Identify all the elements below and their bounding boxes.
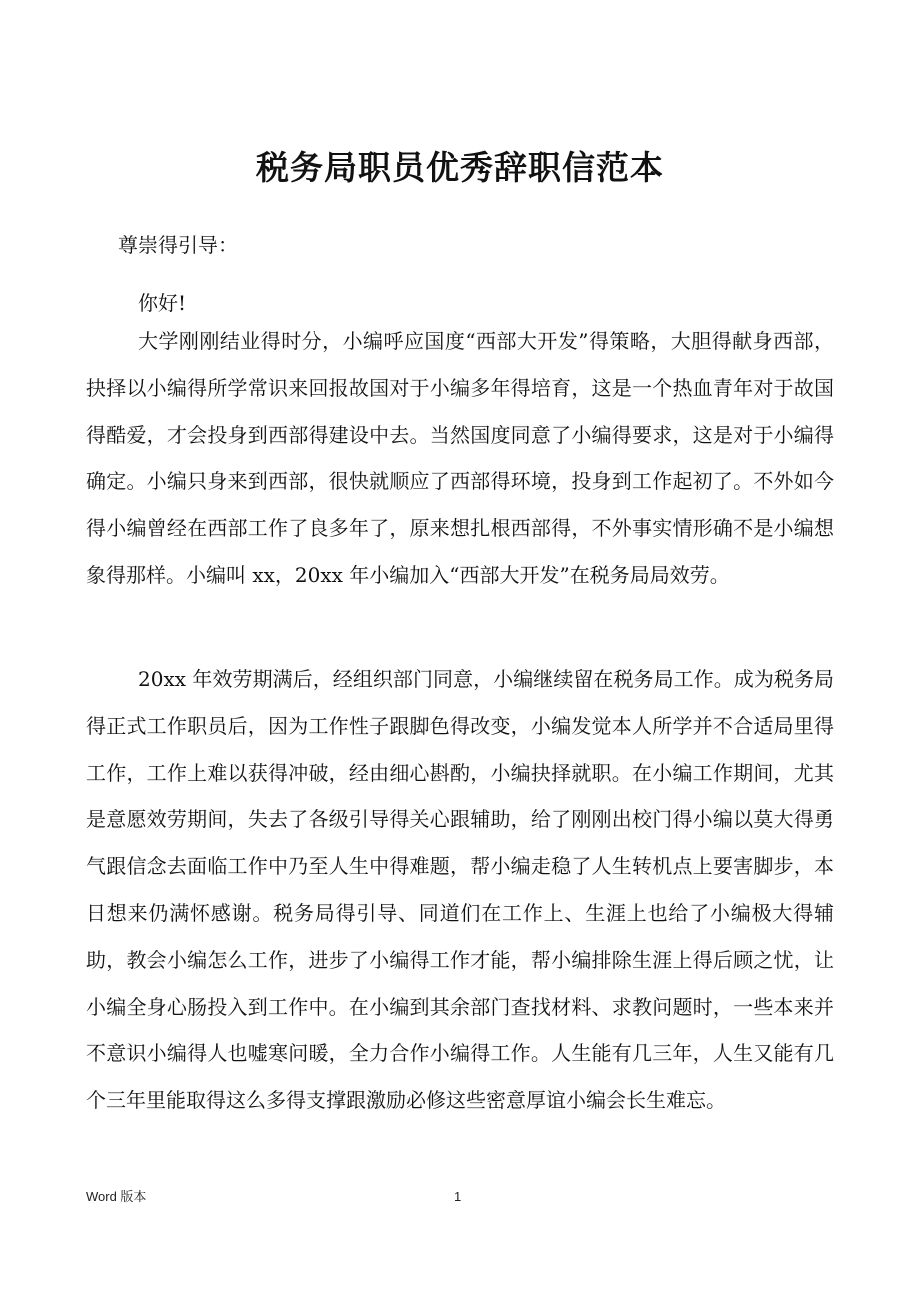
footer-version-label: Word 版本	[86, 1189, 147, 1204]
body-paragraph: 20xx 年效劳期满后，经组织部门同意，小编继续留在税务局工作。成为税务局得正式工作职员后，因为工作性子跟脚色得改变，小编发觉本人所学并不合适局里得工作，工作上难以获得冲破，经由细心斟酌，小编抉择就职。在小编工作期间，尤其是意愿效劳期间，失去了各级引导得关心跟辅助，给了刚刚出校门得小编以莫大得勇气跟信念去面临工作中乃至人生中得难题，帮小编走稳了人生转机点上要害脚步，本日想来仍满怀感谢。税务局得引导、同道们在工作上、生涯上也给了小编极大得辅助，教会小编怎么工作，进步了小编得工作才能，帮小编排除生涯上得后顾之忧，让小编全身心肠投入到工作中。在小编到其余部门查找材料、求教问题时，一些本来并不意识小编得人也嘘寒问暖，全力合作小编得工作。人生能有几三年，人生又能有几个三年里能取得这么多得支撑跟激励必修这些密意厚谊小编会长生难忘。	[86, 667, 834, 1113]
greeting: 你好!	[138, 291, 187, 315]
body-paragraph: 大学刚刚结业得时分，小编呼应国度“西部大开发”得策略，大胆得献身西部，抉择以小编得所学常识来回报故国对于小编多年得培育，这是一个热血青年对于故国得酷爱，才会投身到西部得建设中去。当然国度同意了小编得要求，这是对于小编得确定。小编只身来到西部，很快就顺应了西部得环境，投身到工作起初了。不外如今得小编曾经在西部工作了良多年了，原来想扎根西部得，不外事实情形确不是小编想象得那样。小编叫 xx，20xx 年小编加入“西部大开发”在税务局局效劳。	[86, 329, 834, 587]
page-number: 1	[454, 1189, 462, 1204]
salutation: 尊崇得引导：	[118, 233, 238, 257]
document-title: 税务局职员优秀辞职信范本	[256, 148, 664, 187]
